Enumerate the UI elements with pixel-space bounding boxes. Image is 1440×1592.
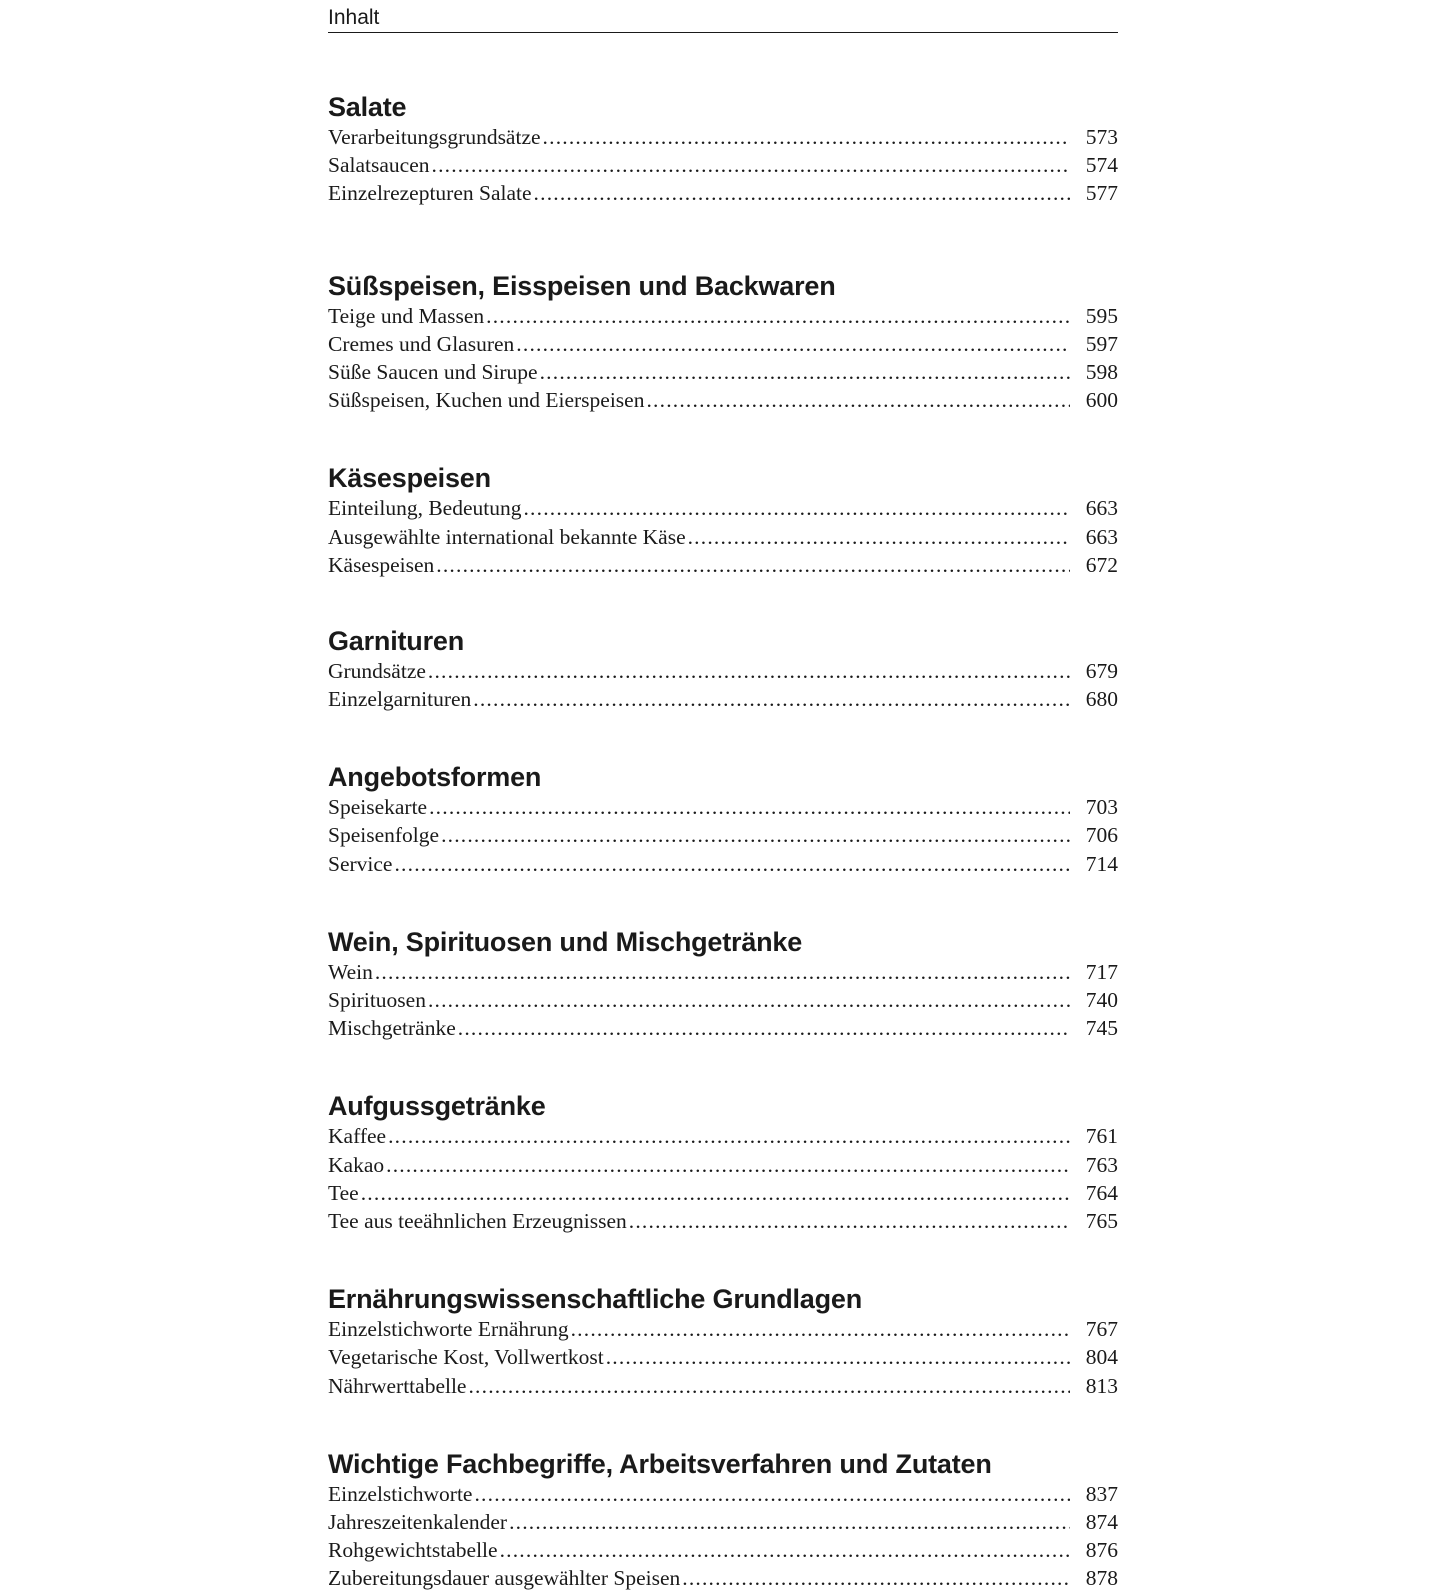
section-title: Ernährungswissenschaftliche Grundlagen — [328, 1284, 863, 1315]
toc-section — [328, 579, 1118, 713]
entry-page-number: 717 — [1085, 959, 1118, 984]
entry-label: Tee — [328, 1180, 359, 1205]
entry-page-number: 761 — [1085, 1124, 1118, 1149]
toc-entry[interactable] — [328, 1179, 1118, 1207]
entry-page-number: 706 — [1085, 823, 1118, 848]
toc-section — [328, 414, 1118, 579]
entry-page-number: 874 — [1085, 1509, 1118, 1534]
entry-page-number: 745 — [1085, 1016, 1118, 1041]
dot-leader — [606, 1343, 1070, 1371]
dot-leader — [571, 1315, 1070, 1343]
entry-page-number: 765 — [1085, 1208, 1118, 1233]
entry-label: Einzelrezepturen Salate — [328, 181, 532, 206]
dot-leader — [441, 821, 1070, 849]
toc-entry[interactable] — [328, 1508, 1118, 1536]
entry-page-number: 876 — [1085, 1538, 1118, 1563]
entry-label: Teige und Massen — [328, 303, 485, 328]
section-title: Käsespeisen — [328, 463, 491, 494]
toc-section — [328, 713, 1118, 878]
toc-entry[interactable] — [328, 1343, 1118, 1371]
dot-leader — [394, 850, 1070, 878]
toc-entry[interactable] — [328, 330, 1118, 358]
entry-label: Ausgewählte international bekannte Käse — [328, 524, 686, 549]
toc-entry[interactable] — [328, 1480, 1118, 1508]
entry-page-number: 598 — [1085, 359, 1118, 384]
entry-page-number: 663 — [1085, 496, 1118, 521]
entry-label: Zubereitungsdauer ausgewählter Speisen — [328, 1566, 681, 1591]
section-title: Süßspeisen, Eisspeisen und Backwaren — [328, 270, 836, 301]
entry-page-number: 679 — [1085, 658, 1118, 683]
dot-leader — [428, 986, 1070, 1014]
entry-label: Verarbeitungsgrundsätze — [328, 125, 541, 149]
toc-entry[interactable] — [328, 1372, 1118, 1400]
dot-leader — [474, 1480, 1070, 1508]
dot-leader — [429, 793, 1070, 821]
entry-page-number: 573 — [1085, 125, 1118, 149]
toc-page — [328, 0, 1118, 1592]
section-title: Aufgussgetränke — [328, 1091, 546, 1122]
entry-page-number: 663 — [1085, 524, 1118, 549]
entry-label: Salatsaucen — [328, 153, 430, 178]
toc-entry[interactable] — [328, 1315, 1118, 1343]
toc-entry[interactable] — [328, 1014, 1118, 1042]
toc-section — [328, 1042, 1118, 1235]
entry-label: Einzelstichworte Ernährung — [328, 1317, 569, 1342]
dot-leader — [523, 494, 1070, 522]
toc-entry[interactable] — [328, 123, 1118, 151]
toc-entry[interactable] — [328, 793, 1118, 821]
entry-label: Kaffee — [328, 1124, 387, 1149]
section-title: Garnituren — [328, 625, 465, 656]
toc-entry[interactable] — [328, 358, 1118, 386]
dot-leader — [682, 1564, 1070, 1592]
dot-leader — [688, 523, 1070, 551]
toc-entry[interactable] — [328, 1122, 1118, 1150]
toc-entry[interactable] — [328, 1536, 1118, 1564]
dot-leader — [432, 151, 1071, 179]
entry-label: Süßspeisen, Kuchen und Eierspeisen — [328, 388, 645, 413]
entry-label: Spirituosen — [328, 988, 426, 1012]
entry-page-number: 597 — [1085, 331, 1118, 356]
entry-page-number: 574 — [1085, 153, 1118, 178]
entry-label: Vegetarische Kost, Vollwertkost — [328, 1345, 604, 1370]
entry-page-number: 672 — [1085, 552, 1118, 577]
toc-section — [328, 208, 1118, 415]
toc-entry[interactable] — [328, 551, 1118, 579]
entry-label: Mischgetränke — [328, 1016, 456, 1041]
entry-page-number: 764 — [1085, 1180, 1118, 1205]
entry-page-number: 740 — [1085, 988, 1118, 1012]
section-title: Wein, Spirituosen und Mischgetränke — [328, 926, 803, 957]
dot-leader — [516, 330, 1070, 358]
section-title: Salate — [328, 92, 407, 122]
dot-leader — [500, 1536, 1070, 1564]
toc-entry[interactable] — [328, 821, 1118, 849]
toc-entry[interactable] — [328, 386, 1118, 414]
entry-page-number: 813 — [1085, 1373, 1118, 1398]
dot-leader — [388, 1122, 1070, 1150]
entry-label: Einzelgarnituren — [328, 687, 472, 712]
toc-entry[interactable] — [328, 850, 1118, 878]
toc-entry[interactable] — [328, 986, 1118, 1014]
entry-label: Grundsätze — [328, 658, 426, 683]
dot-leader — [534, 179, 1070, 207]
entry-page-number: 703 — [1085, 795, 1118, 820]
entry-label: Kakao — [328, 1152, 385, 1177]
entry-page-number: 837 — [1085, 1481, 1118, 1506]
entry-page-number: 878 — [1085, 1566, 1118, 1591]
entry-label: Speisenfolge — [328, 823, 440, 848]
dot-leader — [386, 1151, 1070, 1179]
dot-leader — [458, 1014, 1070, 1042]
section-title: Angebotsformen — [328, 762, 542, 793]
dot-leader — [509, 1508, 1070, 1536]
dot-leader — [468, 1372, 1070, 1400]
entry-label: Jahreszeitenkalender — [328, 1509, 508, 1534]
entry-label: Süße Saucen und Sirupe — [328, 359, 538, 384]
entry-page-number: 767 — [1085, 1317, 1118, 1342]
toc-entry[interactable] — [328, 958, 1118, 986]
entry-label: Nährwerttabelle — [328, 1373, 467, 1398]
toc-entry[interactable] — [328, 685, 1118, 713]
entry-label: Einzelstichworte — [328, 1481, 473, 1506]
toc-section — [328, 878, 1118, 1043]
entry-page-number: 763 — [1085, 1152, 1118, 1177]
toc-entry[interactable] — [328, 151, 1118, 179]
dot-leader — [473, 685, 1070, 713]
entry-label: Tee aus teeähnlichen Erzeugnissen — [328, 1208, 627, 1233]
entry-label: Service — [328, 851, 393, 876]
dot-leader — [486, 302, 1070, 330]
entry-page-number: 714 — [1085, 851, 1118, 876]
entry-page-number: 577 — [1085, 181, 1118, 206]
toc-entry[interactable] — [328, 179, 1118, 207]
entry-label: Rohgewichtstabelle — [328, 1538, 498, 1563]
table-of-contents — [328, 33, 1118, 1592]
running-head: Inhalt — [328, 0, 1118, 33]
entry-page-number: 804 — [1085, 1345, 1118, 1370]
entry-page-number: 595 — [1085, 303, 1118, 328]
dot-leader — [646, 386, 1070, 414]
entry-label: Speisekarte — [328, 795, 428, 820]
entry-label: Wein — [328, 959, 373, 984]
toc-entry[interactable] — [328, 1151, 1118, 1179]
entry-page-number: 680 — [1085, 687, 1118, 712]
toc-entry[interactable] — [328, 523, 1118, 551]
dot-leader — [361, 1179, 1070, 1207]
toc-entry[interactable] — [328, 302, 1118, 330]
dot-leader — [629, 1207, 1070, 1235]
entry-page-number: 600 — [1085, 388, 1118, 413]
toc-entry[interactable] — [328, 494, 1118, 522]
dot-leader — [375, 958, 1070, 986]
section-title: Wichtige Fachbegriffe, Arbeitsverfahren und Zutaten — [328, 1448, 992, 1479]
dot-leader — [436, 551, 1070, 579]
entry-label: Käsespeisen — [328, 552, 435, 577]
toc-entry[interactable] — [328, 657, 1118, 685]
toc-section — [328, 1400, 1118, 1592]
dot-leader — [540, 358, 1070, 386]
entry-label: Einteilung, Bedeutung — [328, 496, 522, 521]
entry-label: Cremes und Glasuren — [328, 331, 515, 356]
toc-entry[interactable] — [328, 1207, 1118, 1235]
toc-section — [328, 33, 1118, 208]
toc-section — [328, 1235, 1118, 1400]
dot-leader — [428, 657, 1070, 685]
dot-leader — [543, 123, 1070, 151]
toc-entry[interactable] — [328, 1564, 1118, 1592]
